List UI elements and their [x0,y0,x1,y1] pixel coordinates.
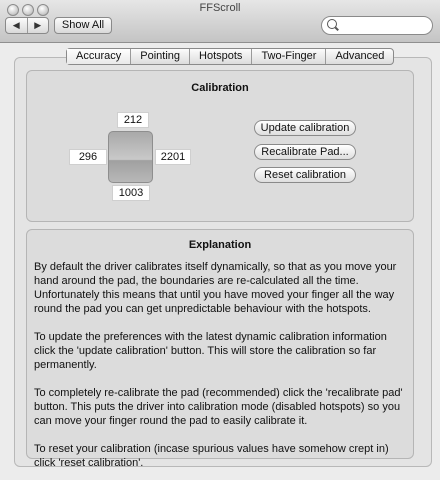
trackpad-graphic [108,131,153,183]
search-icon [327,19,337,29]
calibration-left-value: 296 [69,149,107,165]
title-bar [0,0,440,43]
explanation-text [34,260,409,484]
explanation-paragraph: By default the driver calibrates itself dynamically, so that as you move your hand around the pad, the boundaries are re-calculated all the time. Unfortunately this means that until you have moved your finger all the way round the pad you can get unpredictable behaviour with the hotspots. [34,261,397,315]
forward-button[interactable]: ▶ [27,18,49,33]
reset-calibration-button[interactable]: Reset calibration [254,167,356,183]
back-button[interactable]: ◀ [12,20,20,30]
tab-bar [66,48,394,65]
calibration-top-value: 212 [117,112,149,128]
explanation-heading: Explanation [188,239,252,251]
tab-pointing[interactable]: Pointing [130,49,189,64]
show-all-button[interactable]: Show All [54,17,112,34]
calibration-heading: Calibration [191,82,249,94]
explanation-paragraph: To completely re-calibrate the pad (recommended) click the 'recalibrate pad' button. This puts the driver into calibration mode (disabled hotspots) so you can move your finger round the pad to easily calibrate it. [34,387,403,427]
calibration-bottom-value: 1003 [112,185,150,201]
recalibrate-pad-button[interactable]: Recalibrate Pad... [254,144,356,160]
explanation-paragraph: To update the preferences with the latest dynamic calibration information click the 'update calibration' button. This will store the calibration so far permanently. [34,331,387,371]
window-title: FFScroll [199,2,241,14]
tab-advanced[interactable]: Advanced [325,49,393,64]
back-forward-control [5,17,49,34]
calibration-group [26,70,414,222]
calibration-right-value: 2201 [155,149,191,165]
tab-two-finger[interactable]: Two-Finger [251,49,325,64]
update-calibration-button[interactable]: Update calibration [254,120,356,136]
search-input[interactable] [340,18,432,35]
explanation-paragraph: To reset your calibration (incase spurious values have somehow crept in) click 'reset calibration'. [34,443,389,469]
search-field[interactable] [321,16,433,35]
tab-accuracy[interactable]: Accuracy [67,49,130,64]
tab-hotspots[interactable]: Hotspots [189,49,251,64]
